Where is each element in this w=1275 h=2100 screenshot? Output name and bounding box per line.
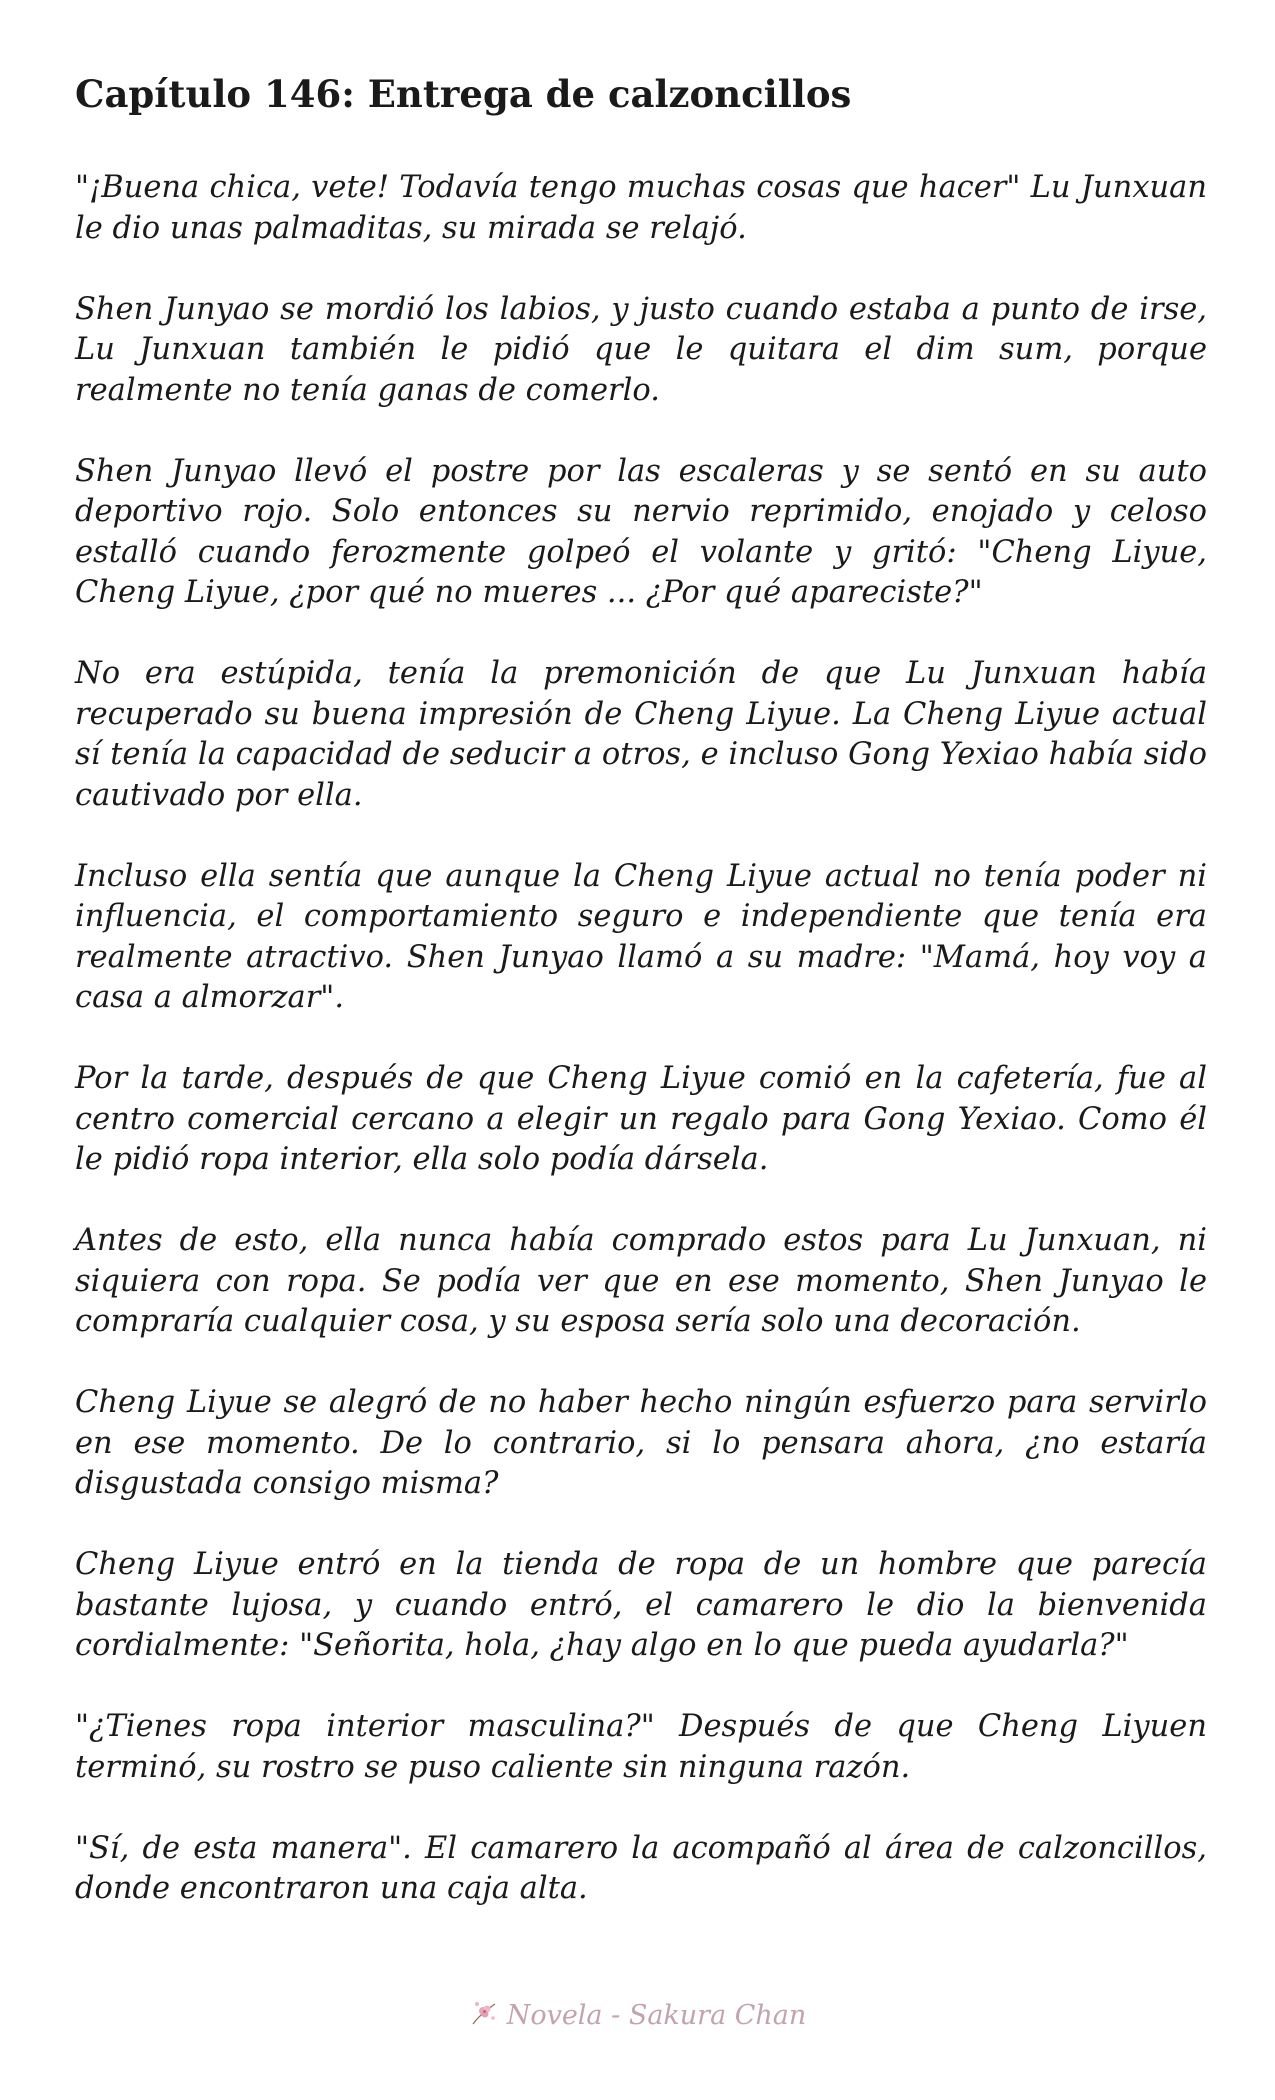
- paragraph: "Sí, de esta manera". El camarero la acompañó al área de calzoncillos, donde encontraron una caja alta.: [75, 1830, 1207, 1907]
- paragraph: Shen Junyao se mordió los labios, y justo cuando estaba a punto de irse, Lu Junxuan también le pidió que le quitara el dim sum, porque realmente no tenía ganas de comerlo.: [75, 291, 1207, 408]
- paragraph: Incluso ella sentía que aunque la Cheng Liyue actual no tenía poder ni influencia, el comportamiento seguro e independiente que tenía era realmente atractivo. Shen Junyao llamó a su madre: "Mamá, hoy voy a casa a almorzar".: [75, 858, 1207, 1016]
- watermark: [0, 1998, 1275, 2031]
- paragraph: Antes de esto, ella nunca había comprado estos para Lu Junxuan, ni siquiera con ropa. Se podía ver que en ese momento, Shen Junyao le compraría cualquier cosa, y su esposa sería solo una decoración.: [75, 1223, 1207, 1340]
- document-page: [75, 70, 1207, 1950]
- paragraph: "¡Buena chica, vete! Todavía tengo muchas cosas que hacer" Lu Junxuan le dio unas palmaditas, su mirada se relajó.: [75, 170, 1207, 246]
- paragraph: Cheng Liyue se alegró de no haber hecho ningún esfuerzo para servirlo en ese momento. De lo contrario, si lo pensara ahora, ¿no estaría disgustada consigo misma?: [75, 1385, 1207, 1502]
- paragraph: Shen Junyao llevó el postre por las escaleras y se sentó en su auto deportivo rojo. Solo entonces su nervio reprimido, enojado y celoso estalló cuando ferozmente golpeó el volante y gritó: "Cheng Liyue, Cheng Liyue, ¿por qué no mueres ... ¿Por qué apareciste?": [75, 453, 1207, 611]
- paragraph: "¿Tienes ropa interior masculina?" Después de que Cheng Liyuen terminó, su rostro se puso caliente sin ninguna razón.: [75, 1709, 1207, 1785]
- sakura-flower-icon: [469, 1998, 499, 2028]
- paragraph: No era estúpida, tenía la premonición de que Lu Junxuan había recuperado su buena impresión de Cheng Liyue. La Cheng Liyue actual sí tenía la capacidad de seducir a otros, e incluso Gong Yexiao había sido cautivado por ella.: [75, 656, 1207, 813]
- paragraph: Cheng Liyue entró en la tienda de ropa de un hombre que parecía bastante lujosa, y cuando entró, el camarero le dio la bienvenida cordialmente: "Señorita, hola, ¿hay algo en lo que pueda ayudarla?": [75, 1547, 1207, 1664]
- chapter-title: Capítulo 146: Entrega de calzoncillos: [75, 72, 852, 116]
- watermark-text: Novela - Sakura Chan: [506, 2000, 807, 2031]
- paragraph: Por la tarde, después de que Cheng Liyue comió en la cafetería, fue al centro comercial cercano a elegir un regalo para Gong Yexiao. Como él le pidió ropa interior, ella solo podía dársela.: [75, 1061, 1207, 1178]
